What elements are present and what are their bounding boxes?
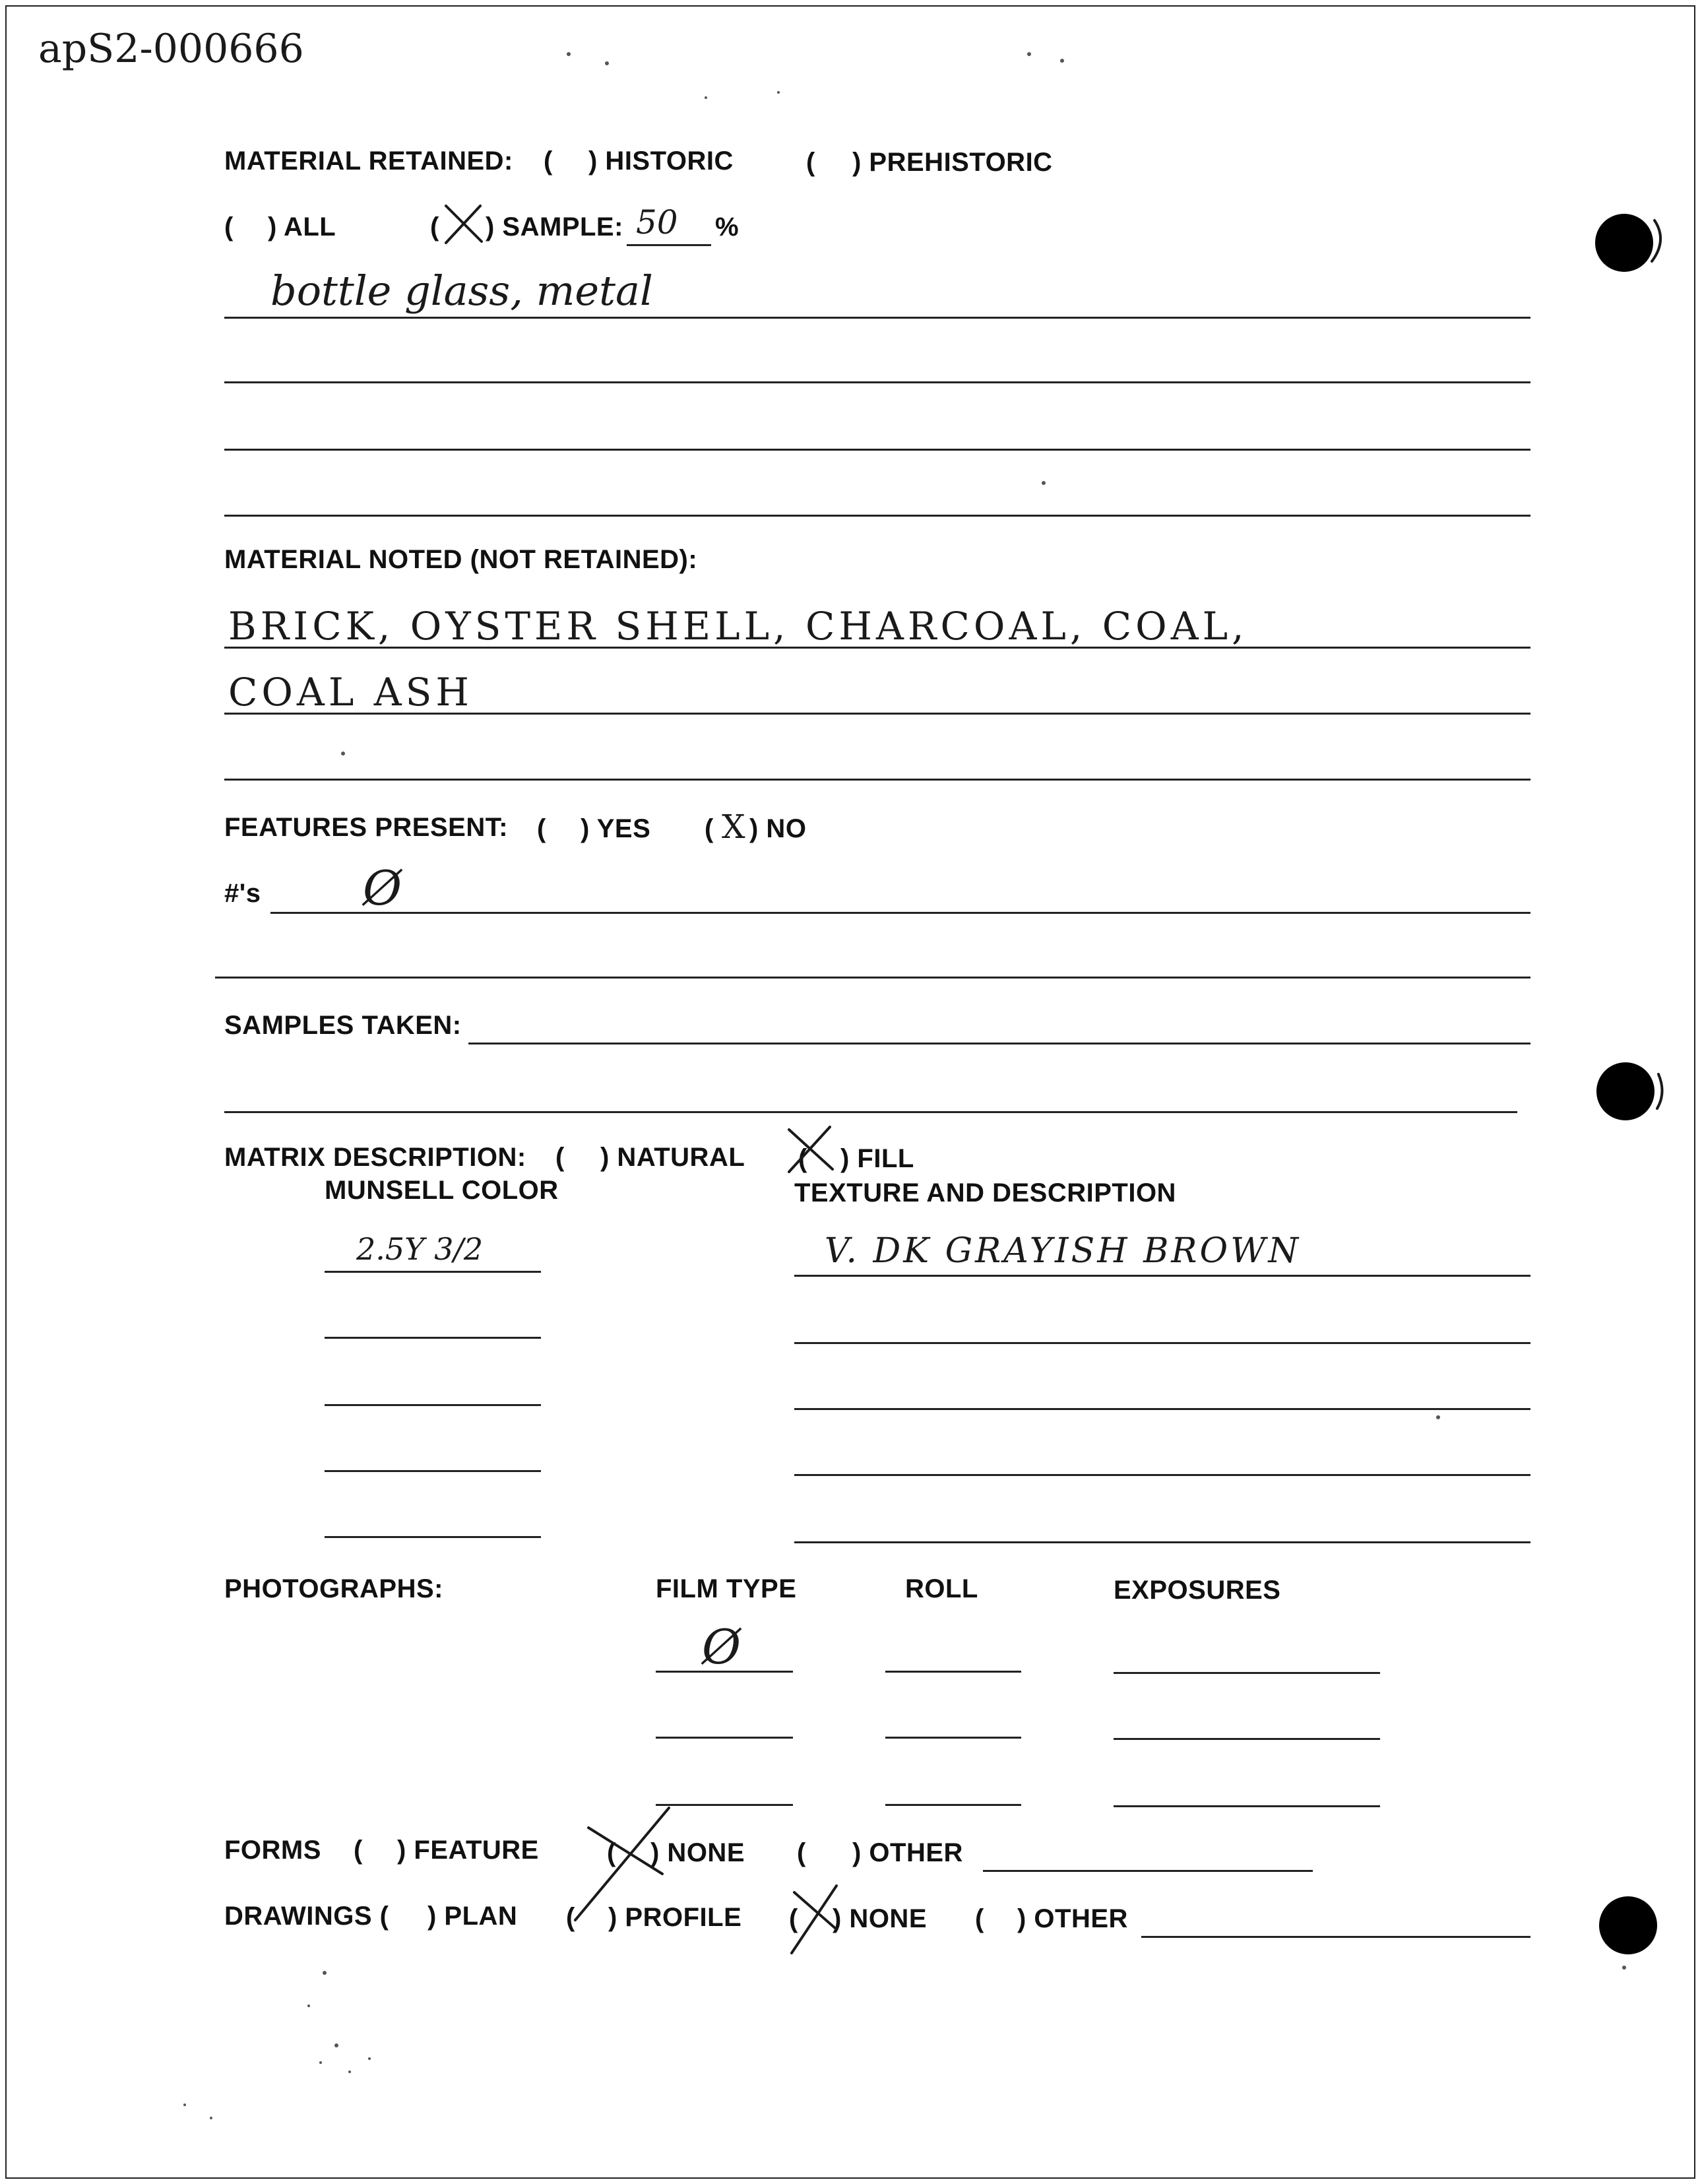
matrix-natural-option[interactable]: ) NATURAL xyxy=(600,1143,745,1172)
sample-option[interactable]: ) SAMPLE: xyxy=(486,212,623,241)
all-option[interactable]: ) ALL xyxy=(268,212,336,241)
historic-option[interactable]: ) HISTORIC xyxy=(588,146,734,176)
hole-edge-top xyxy=(1652,220,1660,261)
features-no-option[interactable]: ) NO xyxy=(749,814,807,843)
features-yes-paren: ( xyxy=(537,814,546,843)
forms-none-paren: ( xyxy=(607,1838,616,1867)
drawings-plan-option[interactable]: ) PLAN xyxy=(427,1902,518,1931)
sample-check-mark xyxy=(446,206,482,243)
percent-sign: % xyxy=(715,212,740,241)
matrix-fill-option[interactable]: ) FILL xyxy=(840,1144,914,1173)
fill-check-mark xyxy=(789,1127,833,1172)
features-numbers-label: #'s xyxy=(224,879,261,908)
matrix-fill-paren: ( xyxy=(798,1144,807,1173)
material-noted-line2: COAL ASH xyxy=(228,670,473,715)
texture-description-label: TEXTURE AND DESCRIPTION xyxy=(794,1178,1176,1207)
sample-paren: ( xyxy=(430,212,439,241)
prehistoric-option[interactable]: ) PREHISTORIC xyxy=(852,148,1053,177)
features-yes-option[interactable]: ) YES xyxy=(581,814,651,843)
forms-none-option[interactable]: ) NONE xyxy=(650,1838,745,1867)
forms-label: FORMS xyxy=(224,1836,321,1865)
material-noted-line1: BRICK, OYSTER SHELL, CHARCOAL, COAL, xyxy=(228,604,1248,649)
historic-paren: ( xyxy=(544,146,553,176)
forms-other-paren: ( xyxy=(797,1838,806,1867)
material-noted-label: MATERIAL NOTED (NOT RETAINED): xyxy=(224,545,698,574)
film-type-value: Ø xyxy=(702,1619,741,1675)
features-present-label: FEATURES PRESENT: xyxy=(224,813,509,842)
munsell-color-value: 2.5Y 3/2 xyxy=(356,1231,484,1267)
matrix-description-label: MATRIX DESCRIPTION: xyxy=(224,1143,526,1172)
forms-none-check-mark xyxy=(575,1808,669,1920)
drawings-profile-paren: ( xyxy=(566,1903,575,1932)
forms-other-option[interactable]: ) OTHER xyxy=(852,1838,963,1867)
photographs-label: PHOTOGRAPHS: xyxy=(224,1574,443,1603)
samples-taken-label: SAMPLES TAKEN: xyxy=(224,1011,462,1040)
drawings-none-option[interactable]: ) NONE xyxy=(833,1904,927,1933)
retained-description: bottle glass, metal xyxy=(270,267,653,315)
forms-feature-paren: ( xyxy=(354,1836,363,1865)
drawings-none-paren: ( xyxy=(789,1904,798,1933)
forms-feature-option[interactable]: ) FEATURE xyxy=(397,1836,539,1865)
drawings-none-check-mark xyxy=(792,1886,836,1953)
drawings-other-paren: ( xyxy=(975,1904,984,1933)
prehistoric-paren: ( xyxy=(806,148,815,177)
sample-percent-value: 50 xyxy=(636,203,678,241)
document-id: apS2-000666 xyxy=(38,26,304,72)
drawings-label: DRAWINGS ( xyxy=(224,1902,389,1931)
features-no-paren: ( xyxy=(705,814,714,843)
features-numbers-value: Ø xyxy=(363,860,402,916)
texture-description-value: V. DK GRAYISH BROWN xyxy=(825,1231,1302,1271)
drawings-other-option[interactable]: ) OTHER xyxy=(1017,1904,1128,1933)
material-retained-label: MATERIAL RETAINED: xyxy=(224,146,513,176)
features-no-mark: X xyxy=(722,808,745,846)
hole-edge-middle xyxy=(1657,1074,1662,1108)
roll-header: ROLL xyxy=(905,1574,978,1603)
matrix-natural-paren: ( xyxy=(555,1143,565,1172)
film-type-header: FILM TYPE xyxy=(656,1574,797,1603)
munsell-color-label: MUNSELL COLOR xyxy=(325,1176,559,1205)
all-paren: ( xyxy=(224,212,234,241)
exposures-header: EXPOSURES xyxy=(1114,1576,1281,1605)
drawings-profile-option[interactable]: ) PROFILE xyxy=(608,1903,742,1932)
